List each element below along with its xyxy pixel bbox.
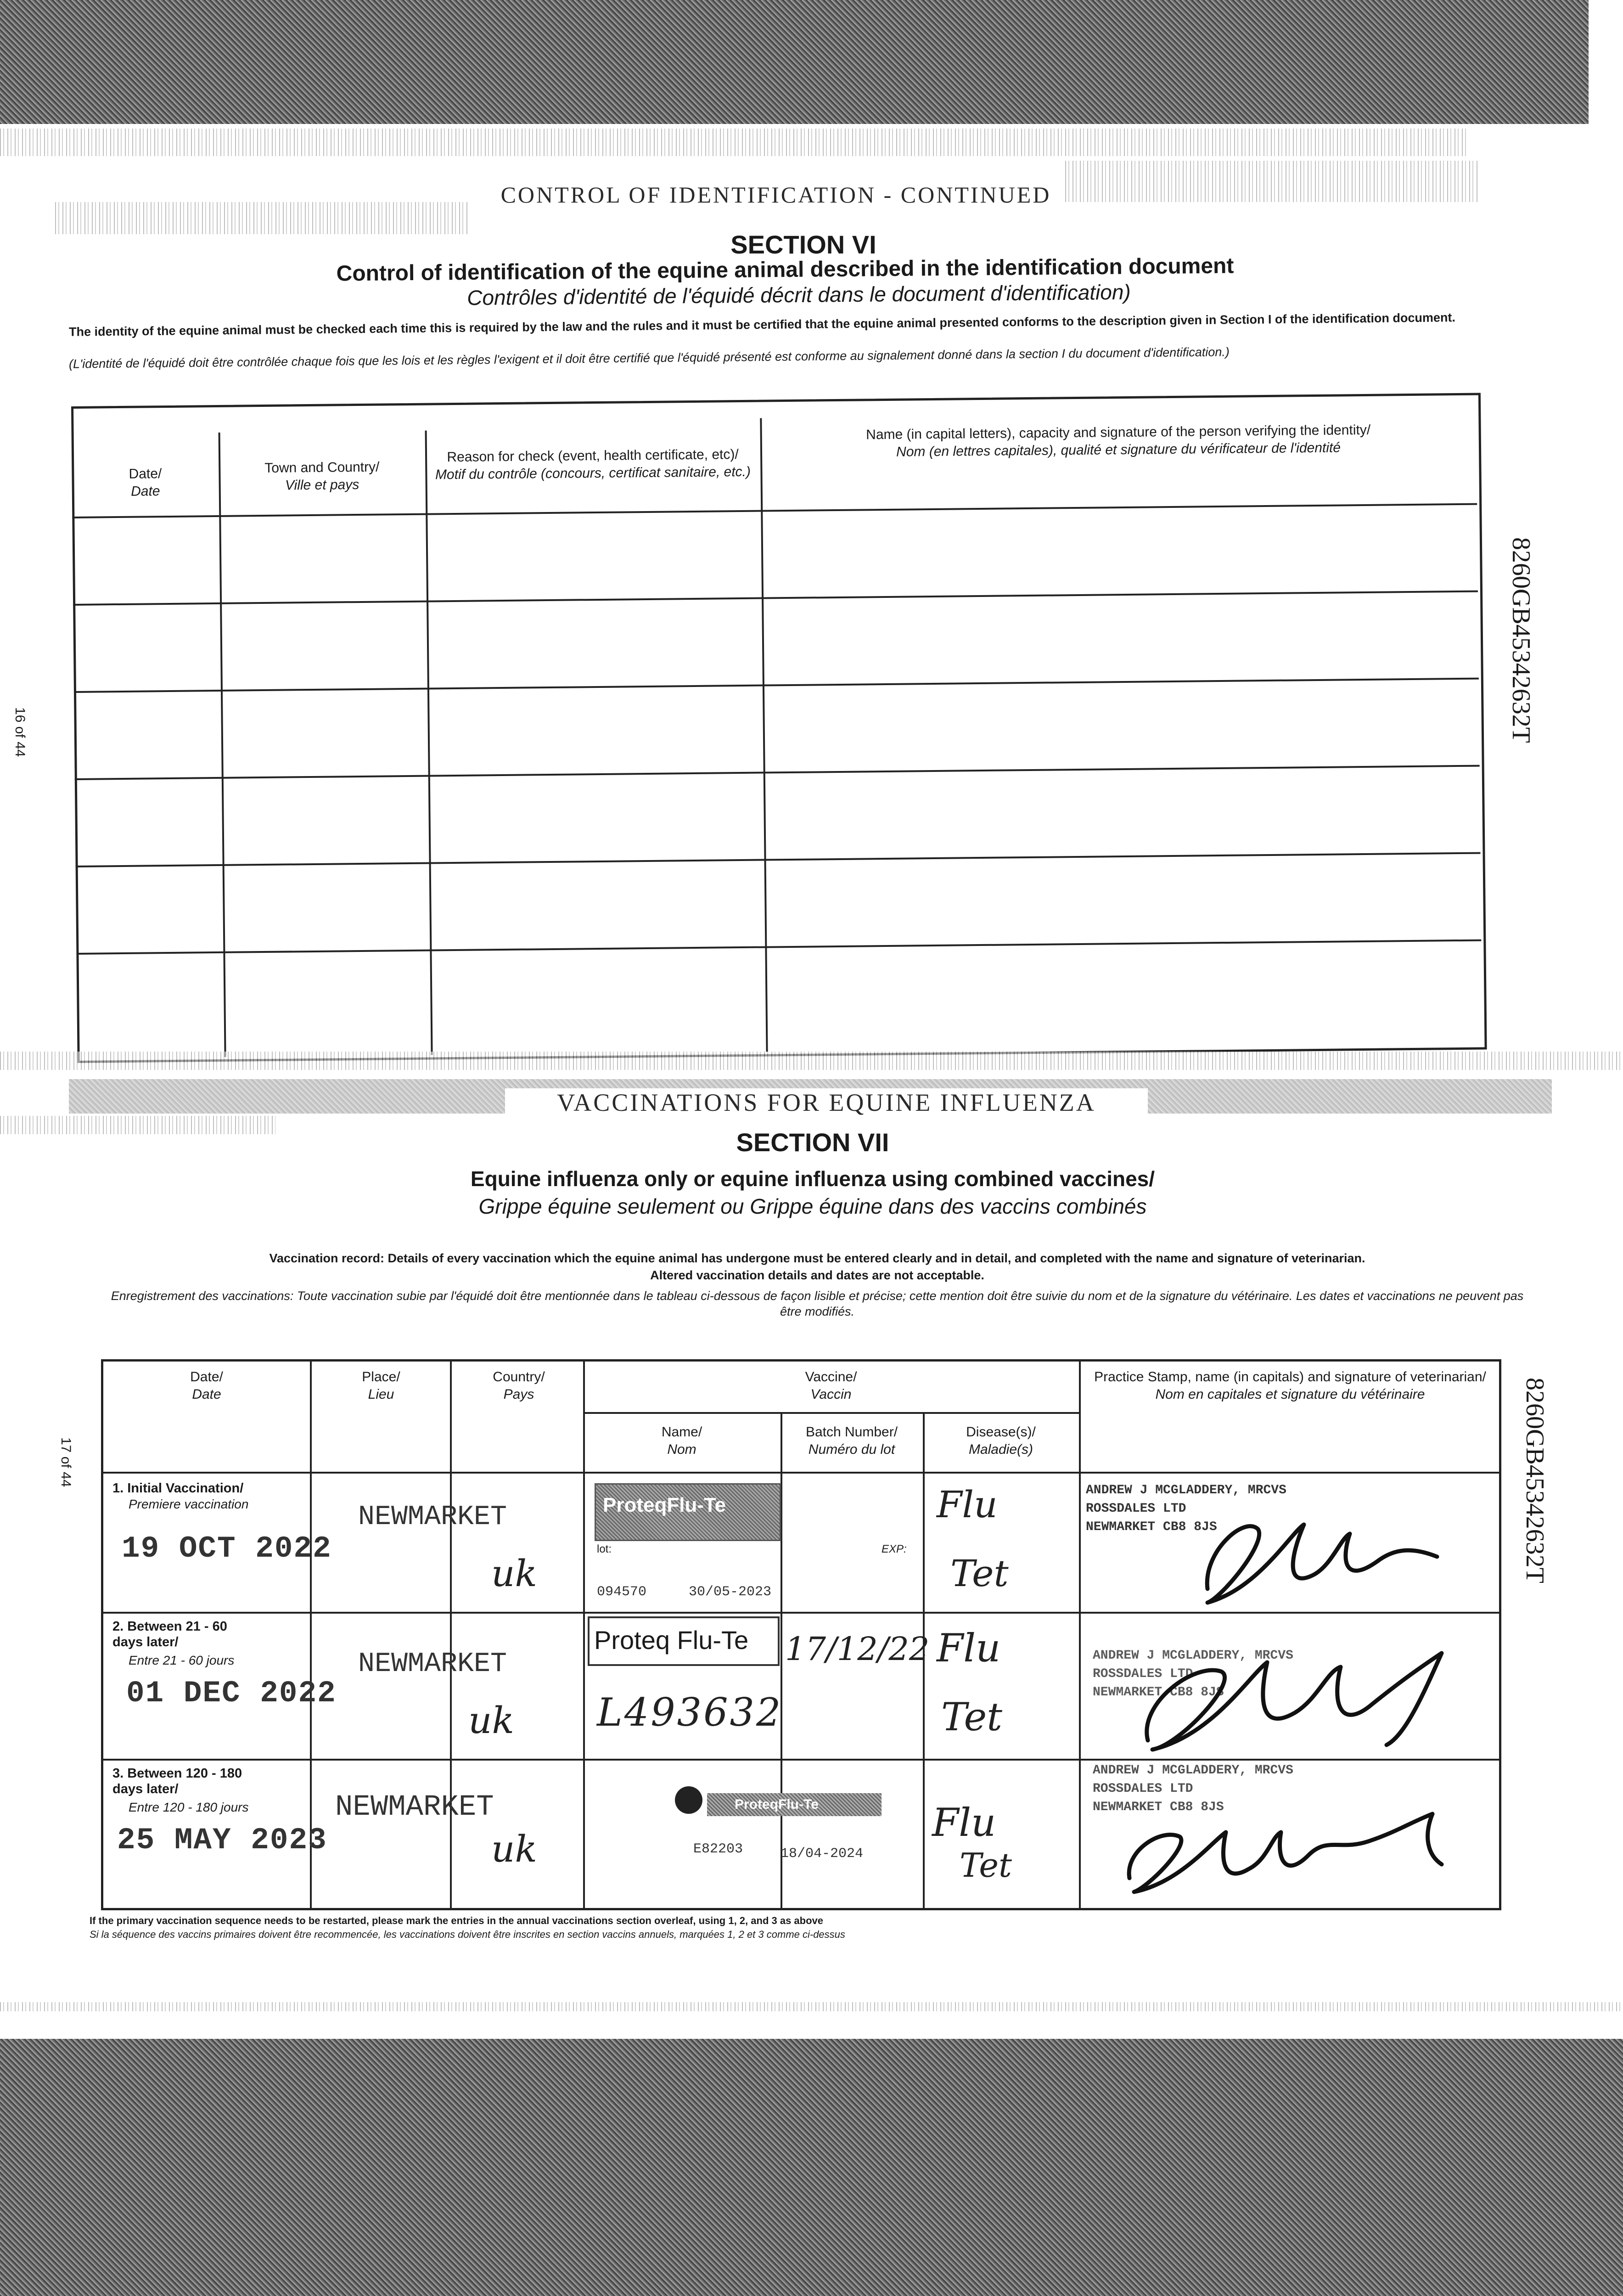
section7-header-vaccine-fr: Vaccin xyxy=(810,1387,852,1402)
section7-header-disease-fr: Maladie(s) xyxy=(968,1442,1033,1457)
section7-header-batch-en: Batch Number/ xyxy=(805,1424,898,1440)
section7-header-date-en: Date/ xyxy=(190,1369,223,1384)
row2-date-stamp: 01 DEC 2022 xyxy=(126,1676,337,1711)
row2-country: uk xyxy=(468,1699,514,1742)
row3-vaccine-band xyxy=(707,1793,882,1816)
section7-header-country xyxy=(457,1368,581,1403)
section7-title-en: Equine influenza only or equine influenza using combined vaccines/ xyxy=(470,1167,1155,1191)
section7-footnote-en: If the primary vaccination sequence needs to be restarted, please mark the entries in the annual vaccinations section overleaf, using 1, 2, and 3 as above xyxy=(90,1915,824,1926)
row2-disease-1: Flu xyxy=(937,1626,1001,1671)
row3-vet-practice: ROSSDALES LTD xyxy=(1093,1782,1193,1796)
section7-header-vaccine-en: Vaccine/ xyxy=(805,1369,857,1384)
scan-noise-mid-left xyxy=(0,1052,1623,1070)
row3-expiry: 18/04-2024 xyxy=(781,1846,864,1862)
row1-batch: 094570 xyxy=(597,1584,647,1600)
section7-label: SECTION VII xyxy=(736,1128,889,1157)
section7-header-date-fr: Date xyxy=(192,1387,221,1402)
section6-header-town-fr: Ville et pays xyxy=(285,477,359,493)
section7-header-country-fr: Pays xyxy=(503,1387,534,1402)
row3-disease-1: Flu xyxy=(932,1800,996,1845)
section6-banner: CONTROL OF IDENTIFICATION - CONTINUED xyxy=(500,182,1051,208)
row1-vet-signature xyxy=(1139,1497,1488,1612)
row1-vet-address: NEWMARKET CB8 8JS xyxy=(1086,1520,1217,1534)
section6-header-name-en: Name (in capital letters), capacity and signature of the person verifying the identity/ xyxy=(866,422,1371,443)
section6-header-reason-en: Reason for check (event, health certificate, etc)/ xyxy=(447,447,739,465)
section7-vline-place xyxy=(450,1359,452,1908)
row2-vet-address: NEWMARKET CB8 8JS xyxy=(1093,1685,1224,1699)
row3-country: uk xyxy=(491,1828,537,1870)
section7-header-date xyxy=(110,1368,303,1403)
row2-expiry: 17/12/22 xyxy=(785,1630,930,1668)
section7-page-number: 17 of 44 xyxy=(58,1437,73,1487)
row3-vet-address: NEWMARKET CB8 8JS xyxy=(1093,1800,1224,1814)
row1-exp-label: EXP: xyxy=(882,1543,907,1555)
row1-vet-practice: ROSSDALES LTD xyxy=(1086,1502,1186,1516)
row2-label-fr: Entre 21 - 60 jours xyxy=(129,1653,235,1667)
section7-banner: VACCINATIONS FOR EQUINE INFLUENZA xyxy=(505,1088,1148,1117)
row1-disease-2: Tet xyxy=(950,1552,1009,1595)
row1-expiry: 30/05-2023 xyxy=(689,1584,772,1600)
section7-header-practice xyxy=(1088,1368,1492,1403)
row2-disease-2: Tet xyxy=(941,1694,1002,1739)
section6-side-code: 8260GB45342632T xyxy=(1507,537,1535,743)
section6-page-number: 16 of 44 xyxy=(12,707,28,757)
section6-header-date-en: Date/ xyxy=(129,466,162,482)
section6-header-reason-fr: Motif du contrôle (concours, certificat sanitaire, etc.) xyxy=(435,464,751,483)
section6-title-fr: Contrôles d'identité de l'équidé décrit dans le document d'identification) xyxy=(467,280,1131,310)
section7-record-en2: Altered vaccination details and dates are not acceptable. xyxy=(650,1268,984,1282)
section6-header-town-en: Town and Country/ xyxy=(264,459,380,476)
row1-place-stamp: NEWMARKET xyxy=(358,1502,507,1533)
row2-label-en: 2. Between 21 - 60 days later/ xyxy=(112,1619,227,1649)
row1-disease-1: Flu xyxy=(937,1483,998,1526)
section7-vline-country xyxy=(583,1359,585,1908)
section7-hline-header xyxy=(101,1472,1499,1474)
section7-side-code: 8260GB45342632T xyxy=(1521,1378,1549,1583)
section7-header-disease xyxy=(927,1424,1074,1458)
row2-vaccine-label: Proteq Flu-Te xyxy=(594,1626,749,1654)
row1-country: uk xyxy=(491,1552,537,1595)
row1-vaccine-sticker xyxy=(595,1483,781,1541)
section7-header-practice-en: Practice Stamp, name (in capitals) and signature of veterinarian/ xyxy=(1094,1369,1486,1384)
section7-header-disease-en: Disease(s)/ xyxy=(966,1424,1036,1440)
section7-header-country-en: Country/ xyxy=(493,1369,545,1384)
section7-record-en: Vaccination record: Details of every vaccination which the equine animal has undergone must be entered clearly and in detail, and completed with the name and signature of veterinarian. xyxy=(269,1251,1365,1265)
section7-hline-row1 xyxy=(101,1612,1499,1614)
section7-record-fr: Enregistrement des vaccinations: Toute vaccination subie par l'équidé doit être mentionnée dans le tableau ci-dessous de façon lisible et précise; cette mention doit être suivie du nom et de la signature du vétérinaire. Les dates et vaccinations ne peuvent pas être modifiés. xyxy=(111,1289,1524,1318)
row3-vaccine-label: ProteqFlu-Te xyxy=(735,1797,819,1812)
row3-label-en: 3. Between 120 - 180 days later/ xyxy=(112,1766,242,1796)
row3-vaccine-sticker xyxy=(675,1786,882,1823)
section7-header-name-fr: Nom xyxy=(667,1442,696,1457)
section6-title-en: Control of identification of the equine animal described in the identification document xyxy=(336,253,1234,286)
scan-bottom-band xyxy=(0,2039,1623,2296)
scan-noise-bottom xyxy=(0,2002,1623,2011)
section6-label: SECTION VI xyxy=(730,230,876,259)
scan-noise-top xyxy=(0,129,1469,156)
row2-place-stamp: NEWMARKET xyxy=(358,1649,507,1680)
row3-label-fr: Entre 120 - 180 jours xyxy=(129,1800,249,1814)
scan-top-band xyxy=(0,0,1589,124)
row2-vet-practice: ROSSDALES LTD xyxy=(1093,1667,1193,1681)
section6-intro-fr: (L'identité de l'équidé doit être contrôlée chaque fois que les lois et les règles l'exigent et il doit être certifié que l'équidé présenté est conforme au signalement donné dans la section I du document d'identification.) xyxy=(68,345,1230,371)
row3-date-stamp: 25 MAY 2023 xyxy=(117,1823,327,1857)
row2-vet-signature xyxy=(1111,1635,1488,1759)
row3-disease-2: Tet xyxy=(960,1846,1012,1885)
row1-date-stamp: 19 OCT 2022 xyxy=(122,1531,332,1566)
section7-vline-disease xyxy=(1079,1359,1081,1908)
section6-header-reason xyxy=(434,446,752,484)
row1-label-en: 1. Initial Vaccination/ xyxy=(112,1481,244,1496)
section6-header-town xyxy=(223,458,421,495)
row2-vaccine-box xyxy=(588,1616,780,1666)
section6-header-date-fr: Date xyxy=(130,484,160,499)
section7-hline-row2 xyxy=(101,1759,1499,1761)
section6-header-name-fr: Nom (en lettres capitales), qualité et signature du vérificateur de l'identité xyxy=(896,440,1341,460)
section7-hline-vaccine xyxy=(583,1412,1079,1414)
row1-vet-name: ANDREW J MCGLADDERY, MRCVS xyxy=(1086,1483,1286,1497)
row1-label-fr: Premiere vaccination xyxy=(129,1497,249,1511)
section7-header-name-en: Name/ xyxy=(661,1424,702,1440)
row3-vet-signature xyxy=(1111,1786,1488,1906)
section7-header-name xyxy=(588,1424,776,1458)
scan-noise-mid-right xyxy=(0,1116,275,1134)
section6-header-name xyxy=(769,421,1468,462)
section7-footnote-fr: Si la séquence des vaccins primaires doivent être recommencée, les vaccinations doivent être inscrites en section vaccins annuels, marquées 1, 2 et 3 comme ci-dessus xyxy=(90,1929,845,1940)
row2-vet-name: ANDREW J MCGLADDERY, MRCVS xyxy=(1093,1649,1293,1663)
section7-title-fr: Grippe équine seulement ou Grippe équine dans des vaccins combinés xyxy=(478,1194,1147,1218)
section7-header-practice-fr: Nom en capitales et signature du vétérinaire xyxy=(1155,1387,1425,1402)
section7-header-batch-fr: Numéro du lot xyxy=(808,1442,895,1457)
row1-vaccine-label: ProteqFlu-Te xyxy=(603,1494,726,1516)
row1-lot-label: lot: xyxy=(597,1543,612,1555)
section6-table xyxy=(71,393,1487,1063)
section7-header-place-en: Place/ xyxy=(362,1369,400,1384)
row3-vaccine-logo-icon xyxy=(675,1786,702,1814)
row3-batch: E82203 xyxy=(693,1841,743,1857)
section7-table xyxy=(101,1359,1506,1910)
scan-noise-banner-right xyxy=(1065,161,1478,202)
section6-header-date xyxy=(81,465,210,501)
section7-header-batch xyxy=(785,1424,918,1458)
scan-noise-banner-left xyxy=(55,202,468,234)
section6-intro-en: The identity of the equine animal must be checked each time this is required by the law and the rules and it must be certified that the equine animal presented conforms to the description given in Section I of the identification document. xyxy=(68,310,1456,339)
section7-header-place xyxy=(317,1368,445,1403)
section7-header-vaccine xyxy=(588,1368,1074,1403)
row2-batch: L493632 xyxy=(597,1690,783,1735)
section7-header-place-fr: Lieu xyxy=(368,1387,394,1402)
row3-place-stamp: NEWMARKET xyxy=(335,1791,494,1824)
row3-vet-name: ANDREW J MCGLADDERY, MRCVS xyxy=(1093,1763,1293,1778)
